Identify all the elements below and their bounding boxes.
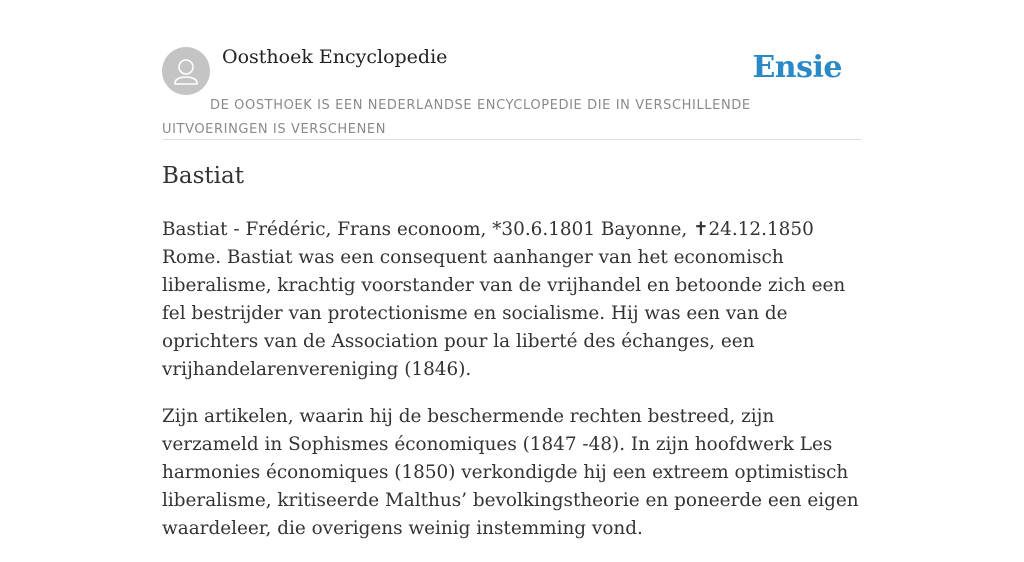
source-description: DE OOSTHOEK IS EEN NEDERLANDSE ENCYCLOPEDIE DIE IN VERSCHILLENDE UITVOERINGEN IS VERSCHENEN [162, 98, 751, 137]
source-name-link[interactable]: Oosthoek Encyclopedie [222, 46, 448, 68]
source-avatar[interactable] [162, 47, 210, 95]
ensie-logo[interactable]: Ensie [752, 50, 842, 85]
article-title: Bastiat [162, 163, 244, 189]
article-paragraph: Zijn artikelen, waarin hij de beschermende rechten bestreed, zijn verzameld in Sophismes économiques (1847 -48). In zijn hoofdwerk Les harmonies économiques (1850) verkondigde hij een extreem optimistisch liberalisme, kritiseerde Malthus’ bevolkingstheorie en poneerde een eigen waardeleer, die overigens weinig instemming vond. [162, 406, 859, 539]
header-divider [162, 139, 862, 140]
article-body [162, 216, 862, 562]
article-paragraph: Bastiat - Frédéric, Frans econoom, *30.6.1801 Bayonne, ✝24.12.1850 Rome. Bastiat was een consequent aanhanger van het economisch liberalisme, krachtig voorstander van de vrijhandel en betoonde zich een fel bestrijder van protectionisme en socialisme. Hij was een van de oprichters van de Association pour la liberté des échanges, een vrijhandelarenvereniging (1846). [162, 219, 846, 380]
source-header [162, 44, 862, 140]
user-icon [162, 47, 210, 95]
